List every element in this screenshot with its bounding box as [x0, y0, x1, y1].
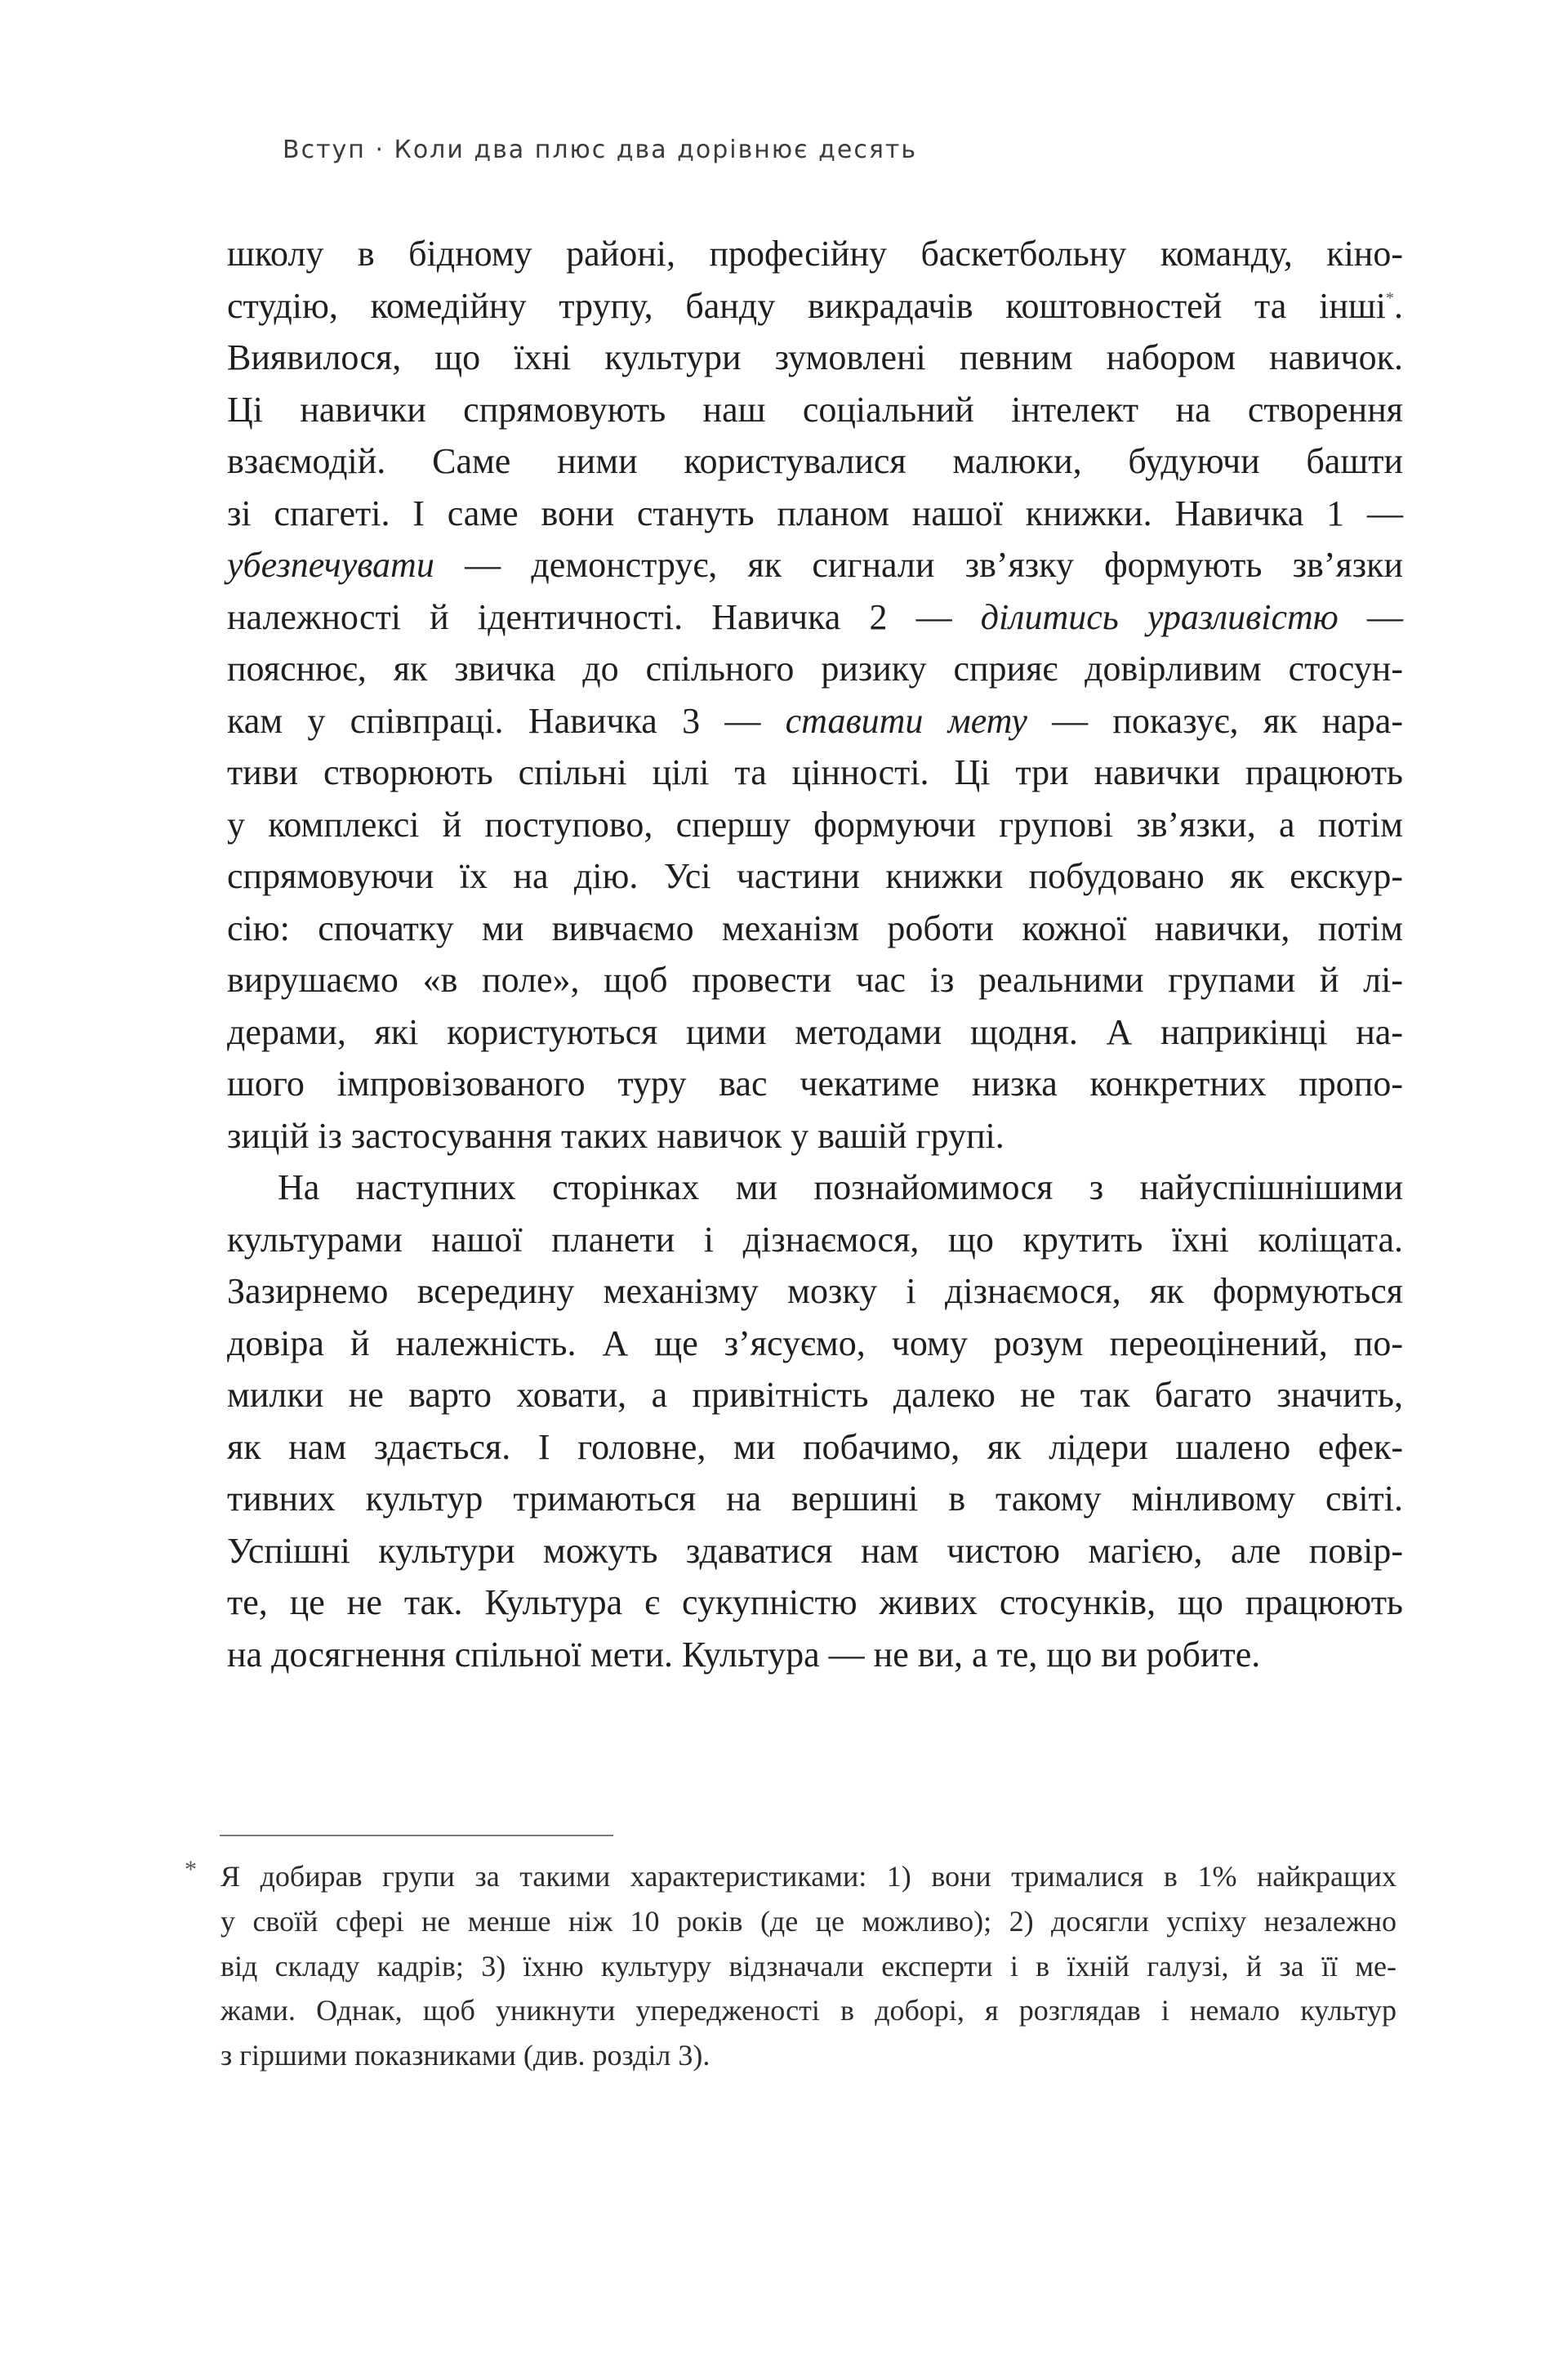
footnote-reference: * — [1386, 288, 1394, 307]
footnote-line: з гіршими показниками (див. розділ 3). — [220, 2039, 710, 2072]
text-line — [227, 903, 1403, 955]
text-line — [227, 591, 1403, 644]
text-line — [227, 384, 1403, 436]
text-segment: тивних культур тримаються на вершині в такому мінливому світі. — [227, 1479, 1403, 1519]
text-line — [227, 435, 1403, 488]
text-line — [227, 1058, 1403, 1110]
text-line — [227, 1629, 1403, 1681]
text-line — [227, 1214, 1403, 1266]
text-line — [227, 1110, 1403, 1162]
text-segment: у комплексі й поступово, спершу формуючи групові зв’язки, а потім — [227, 804, 1403, 845]
text-segment: тиви створюють спільні цілі та цінності. Ці три навички працюють — [227, 752, 1403, 792]
text-segment: Успішні культури можуть здаватися нам чистою магією, але повір- — [227, 1530, 1403, 1571]
text-segment: зицій із застосування таких навичок у вашій групі. — [227, 1115, 1004, 1156]
body-text — [227, 228, 1403, 1680]
text-segment: дерами, які користуються цими методами щодня. А наприкінці на- — [227, 1011, 1403, 1052]
text-segment: сію: спочатку ми вивчаємо механізм роботи кожної навички, потім — [227, 908, 1403, 948]
footnote-marker: * — [185, 1856, 197, 1883]
text-segment: довіра й належність. А ще з’ясуємо, чому розум переоцінений, по- — [227, 1322, 1403, 1363]
footnote-line: жами. Однак, щоб уникнути упередженості в доборі, я розглядав і немало культур — [220, 1994, 1396, 2027]
text-segment: зі спагеті. І саме вони стануть планом нашої книжки. Навичка 1 — — [227, 493, 1403, 533]
text-segment: — демонструє, як сигнали зв’язку формують зв’язки — [434, 545, 1403, 585]
footnote — [220, 1854, 1396, 2078]
text-segment: — показує, як нара- — [1027, 700, 1403, 741]
text-line — [227, 488, 1403, 540]
italic-term: ставити мету — [785, 700, 1027, 741]
text-segment: Зазирнемо всередину механізму мозку і дізнаємося, як формуються — [227, 1271, 1403, 1311]
text-line — [227, 228, 1403, 280]
footnote-line: Я добирав групи за такими характеристиками: 1) вони трималися в 1% найкращих — [220, 1860, 1396, 1893]
text-segment: Ці навички спрямовують наш соціальний інтелект на створення — [227, 389, 1403, 430]
text-segment: — — [1338, 596, 1404, 637]
footnote-line: у своїй сфері не менше ніж 10 років (де це можливо); 2) досягли успіху незалежно — [220, 1904, 1396, 1938]
footnote-divider — [220, 1835, 613, 1836]
text-segment: на досягнення спільної мети. Культура — не ви, а те, що ви робите. — [227, 1634, 1261, 1675]
text-line — [227, 1006, 1403, 1059]
italic-term: убезпечувати — [227, 545, 434, 585]
text-line — [227, 1525, 1403, 1577]
text-line — [227, 799, 1403, 851]
text-line — [227, 1421, 1403, 1474]
text-segment: вирушаємо «в поле», щоб провести час із реальними групами й лі- — [227, 960, 1403, 1000]
text-segment: взаємодій. Саме ними користувалися малюки, будуючи башти — [227, 441, 1403, 481]
italic-term: ділитись уразливістю — [980, 596, 1339, 637]
text-line — [227, 1577, 1403, 1629]
text-line — [227, 643, 1403, 695]
text-segment: На наступних сторінках ми познайомимося з найуспішнішими — [278, 1167, 1403, 1207]
text-line — [227, 1473, 1403, 1525]
text-line — [227, 695, 1403, 747]
text-line — [227, 332, 1403, 384]
text-segment: шого імпровізованого туру вас чекатиме низка конкретних пропо- — [227, 1064, 1403, 1104]
text-segment: спрямовуючи їх на дію. Усі частини книжки побудовано як екскур- — [227, 856, 1403, 896]
text-line — [227, 280, 1403, 332]
running-head: Вступ · Коли два плюс два дорівнює десять — [283, 136, 918, 164]
footnote-line: від складу кадрів; 3) їхню культуру відзначали експерти і в їхній галузі, й за її ме- — [220, 1949, 1396, 1983]
text-line — [227, 747, 1403, 799]
text-segment: Виявилося, що їхні культури зумовлені певним набором навичок. — [227, 337, 1403, 377]
text-segment: як нам здається. І головне, ми побачимо, як лідери шалено ефек- — [227, 1426, 1403, 1467]
text-segment: культурами нашої планети і дізнаємося, що крутить їхні коліщата. — [227, 1219, 1403, 1260]
text-segment: те, це не так. Культура є сукупністю живих стосунків, що працюють — [227, 1582, 1403, 1622]
text-segment: милки не варто ховати, а привітність далеко не так багато значить, — [227, 1375, 1403, 1415]
text-line — [227, 1318, 1403, 1370]
text-segment: пояснює, як звичка до спільного ризику сприяє довірливим стосун- — [227, 649, 1403, 689]
text-segment: . — [1394, 285, 1403, 326]
text-line — [227, 1265, 1403, 1318]
text-segment: студію, комедійну трупу, банду викрадачів коштовностей та інші — [227, 285, 1386, 326]
text-segment: школу в бідному районі, професійну баскетбольну команду, кіно- — [227, 234, 1403, 274]
text-segment: кам у співпраці. Навичка 3 — — [227, 700, 786, 741]
text-line — [227, 954, 1403, 1006]
text-line — [227, 1162, 1403, 1214]
text-line — [227, 1369, 1403, 1421]
text-segment: належності й ідентичності. Навичка 2 — — [227, 596, 981, 637]
text-line — [227, 850, 1403, 903]
text-line — [227, 539, 1403, 591]
